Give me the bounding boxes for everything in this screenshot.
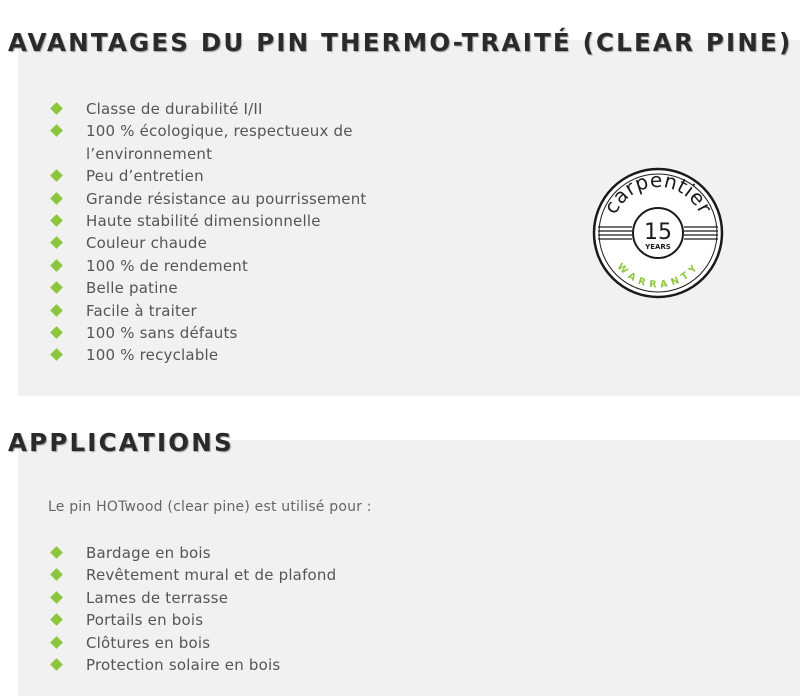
diamond-bullet-icon bbox=[50, 304, 63, 317]
diamond-bullet-icon bbox=[50, 546, 63, 559]
diamond-bullet-icon bbox=[50, 169, 63, 182]
badge-label: WARRANTY bbox=[614, 261, 702, 291]
list-item: 100 % sans défauts bbox=[48, 322, 367, 344]
diamond-bullet-icon bbox=[50, 214, 63, 227]
list-item: 100 % écologique, respectueux de bbox=[48, 120, 367, 142]
diamond-bullet-icon bbox=[50, 237, 63, 250]
badge-number: 15 bbox=[644, 220, 672, 245]
diamond-bullet-icon bbox=[50, 658, 63, 671]
diamond-bullet-icon bbox=[50, 259, 63, 272]
diamond-bullet-icon bbox=[50, 281, 63, 294]
list-item: Facile à traiter bbox=[48, 300, 367, 322]
advantages-heading: AVANTAGES DU PIN THERMO-TRAITÉ (CLEAR PINE) bbox=[8, 28, 793, 57]
badge-unit: YEARS bbox=[645, 243, 671, 251]
list-item: Peu d’entretien bbox=[48, 165, 367, 187]
advantages-list bbox=[48, 98, 367, 367]
list-item: Haute stabilité dimensionnelle bbox=[48, 210, 367, 232]
diamond-bullet-icon bbox=[50, 326, 63, 339]
diamond-bullet-icon bbox=[50, 125, 63, 138]
diamond-bullet-icon bbox=[50, 636, 63, 649]
list-item: Couleur chaude bbox=[48, 232, 367, 254]
warranty-badge-icon bbox=[590, 165, 726, 301]
list-item-continuation: l’environnement bbox=[86, 144, 213, 163]
badge-brand: carpentier bbox=[598, 167, 718, 218]
list-item: Lames de terrasse bbox=[48, 587, 336, 609]
list-item: Belle patine bbox=[48, 277, 367, 299]
diamond-bullet-icon bbox=[50, 102, 63, 115]
applications-list bbox=[48, 542, 336, 676]
list-item: 100 % de rendement bbox=[48, 255, 367, 277]
applications-intro: Le pin HOTwood (clear pine) est utilisé pour : bbox=[48, 499, 372, 515]
applications-heading: APPLICATIONS bbox=[8, 428, 234, 457]
list-item: 100 % recyclable bbox=[48, 344, 367, 366]
list-item: Portails en bois bbox=[48, 609, 336, 631]
list-item: Protection solaire en bois bbox=[48, 654, 336, 676]
list-item: Bardage en bois bbox=[48, 542, 336, 564]
diamond-bullet-icon bbox=[50, 613, 63, 626]
diamond-bullet-icon bbox=[50, 349, 63, 362]
list-item: Classe de durabilité I/II bbox=[48, 98, 367, 120]
diamond-bullet-icon bbox=[50, 569, 63, 582]
list-item: Revêtement mural et de plafond bbox=[48, 564, 336, 586]
list-item: Grande résistance au pourrissement bbox=[48, 188, 367, 210]
list-item: Clôtures en bois bbox=[48, 632, 336, 654]
diamond-bullet-icon bbox=[50, 591, 63, 604]
diamond-bullet-icon bbox=[50, 192, 63, 205]
